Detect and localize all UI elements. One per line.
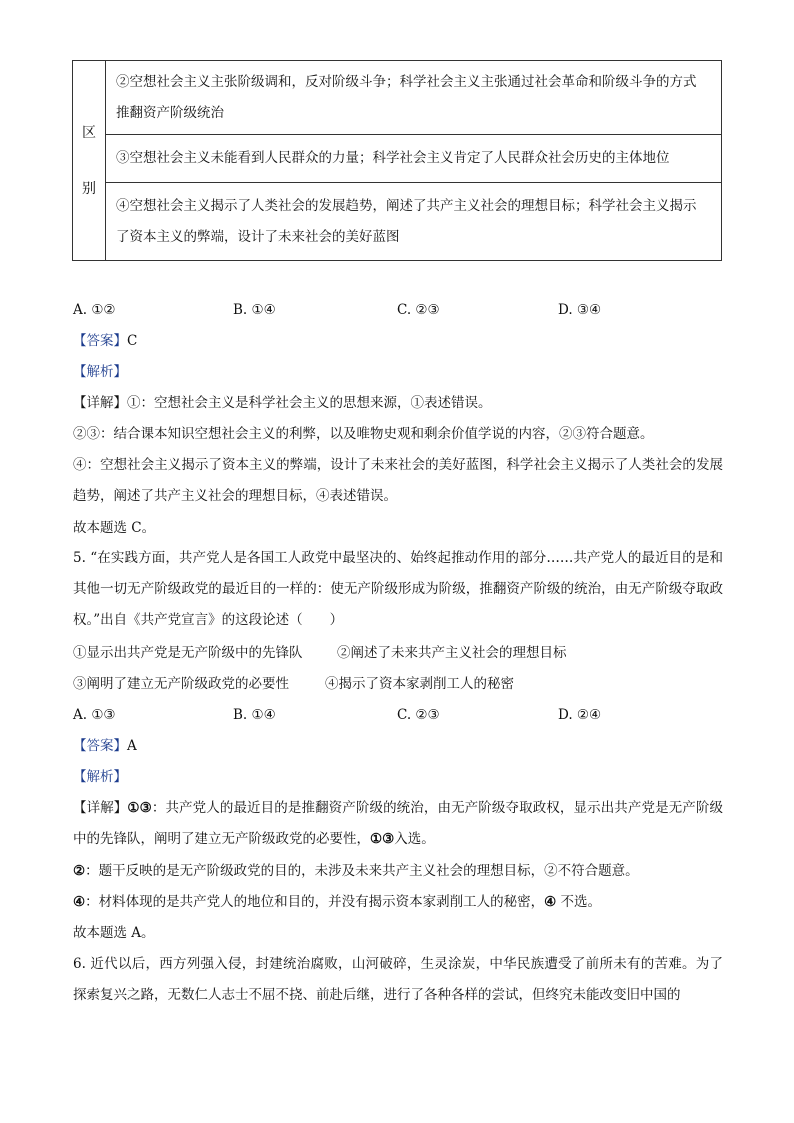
table-row xyxy=(73,61,722,135)
q4-analysis-heading xyxy=(73,362,127,382)
option-a: A. ①② xyxy=(73,302,116,318)
option-d: D. ③④ xyxy=(558,302,602,318)
table-row xyxy=(73,183,722,261)
q5-conclusion: 故本题选 A。 xyxy=(73,925,155,941)
answer-value: A xyxy=(127,738,137,754)
difference-label xyxy=(73,61,106,261)
q4-answer xyxy=(73,331,137,351)
analysis-tag: 【解析】 xyxy=(73,364,127,380)
q5-item-4: ④揭示了资本家剥削工人的秘密 xyxy=(325,676,514,692)
label-top: 区 xyxy=(82,124,96,141)
q5-items-row-1 xyxy=(73,643,723,663)
label-bottom: 别 xyxy=(82,180,96,197)
q5-items-row-2 xyxy=(73,674,723,694)
q4-detail-3: ④：空想社会主义揭示了资本主义的弊端，设计了未来社会的美好蓝图，科学社会主义揭示了人类社会的发展趋势，阐述了共产主义社会的理想目标，④表述错误。 xyxy=(73,457,723,504)
q5-answer xyxy=(73,736,137,756)
q4-options xyxy=(73,300,723,320)
q5-options xyxy=(73,705,723,725)
detail-tag: 【详解】 xyxy=(73,800,128,816)
q5-analysis-heading xyxy=(73,767,127,787)
option-c: C. ②③ xyxy=(397,302,440,318)
detail-text: ：共产党人的最近目的是推翻资产阶级的统治，由无产阶级夺取政权，显示出共产党是无产阶级中的先锋队，阐明了建立无产阶级政党的必要性， xyxy=(73,800,724,847)
detail-text-end: 不选。 xyxy=(556,894,602,910)
option-a: A. ①③ xyxy=(73,707,116,723)
option-b: B. ①④ xyxy=(233,707,276,723)
q5-detail-2 xyxy=(73,861,639,881)
q5-item-2: ②阐述了未来共产主义社会的理想目标 xyxy=(337,645,567,661)
q5-detail-3 xyxy=(73,892,601,912)
answer-tag: 【答案】 xyxy=(73,333,127,349)
q6-stem: 6. 近代以后，西方列强入侵，封建统治腐败，山河破碎，生灵涂炭，中华民族遭受了前所未有的苦难。为了探索复兴之路，无数仁人志士不屈不挠、前赴后继，进行了各种各样的尝试，但终究未能改变旧中国的 xyxy=(73,956,723,1003)
q5-item-3: ③阐明了建立无产阶级政党的必要性 xyxy=(73,676,289,692)
detail-tag: 【详解】 xyxy=(73,395,127,411)
q4-detail-2: ②③：结合课本知识空想社会主义的利弊，以及唯物史观和剩余价值学说的内容，②③符合题意。 xyxy=(73,426,654,442)
answer-tag: 【答案】 xyxy=(73,738,127,754)
detail-mark: ①③ xyxy=(370,831,395,847)
table-cell: ④空想社会主义揭示了人类社会的发展趋势，阐述了共产主义社会的理想目标；科学社会主义揭示了资本主义的弊端，设计了未来社会的美好蓝图 xyxy=(106,183,722,261)
detail-text: ：题干反映的是无产阶级政党的目的，未涉及未来共产主义社会的理想目标，②不符合题意。 xyxy=(85,863,639,879)
detail-mark: ④ xyxy=(73,894,86,910)
detail-text: ①：空想社会主义是科学社会主义的思想来源，①表述错误。 xyxy=(127,395,492,411)
q5-stem: 5. “在实践方面，共产党人是各国工人政党中最坚决的、始终起推动作用的部分……共产党人的最近目的是和其他一切无产阶级政党的最近目的一样的：使无产阶级形成为阶级，推翻资产阶级的统治，由无产阶级夺取政权。”出自《共产党宣言》的这段论述（ ） xyxy=(73,550,723,628)
detail-text: ：材料体现的是共产党人的地位和目的，并没有揭示资本家剥削工人的秘密， xyxy=(85,894,545,910)
detail-mark: ② xyxy=(73,863,86,879)
table-cell: ②空想社会主义主张阶级调和，反对阶级斗争；科学社会主义主张通过社会革命和阶级斗争的方式推翻资产阶级统治 xyxy=(106,61,722,135)
table-cell: ③空想社会主义未能看到人民群众的力量；科学社会主义肯定了人民群众社会历史的主体地位 xyxy=(106,135,722,183)
detail-mark: ①③ xyxy=(127,800,152,816)
analysis-tag: 【解析】 xyxy=(73,769,127,785)
detail-text-end: 入选。 xyxy=(394,831,435,847)
q5-item-1: ①显示出共产党是无产阶级中的先锋队 xyxy=(73,645,303,661)
comparison-table xyxy=(72,60,722,261)
option-b: B. ①④ xyxy=(233,302,276,318)
option-d: D. ②④ xyxy=(558,707,602,723)
q4-conclusion: 故本题选 C。 xyxy=(73,520,156,536)
q4-detail-1 xyxy=(73,393,492,413)
q5-detail-1 xyxy=(73,793,723,855)
answer-value: C xyxy=(127,333,138,349)
detail-mark: ④ xyxy=(544,894,557,910)
table-row xyxy=(73,135,722,183)
option-c: C. ②③ xyxy=(397,707,440,723)
